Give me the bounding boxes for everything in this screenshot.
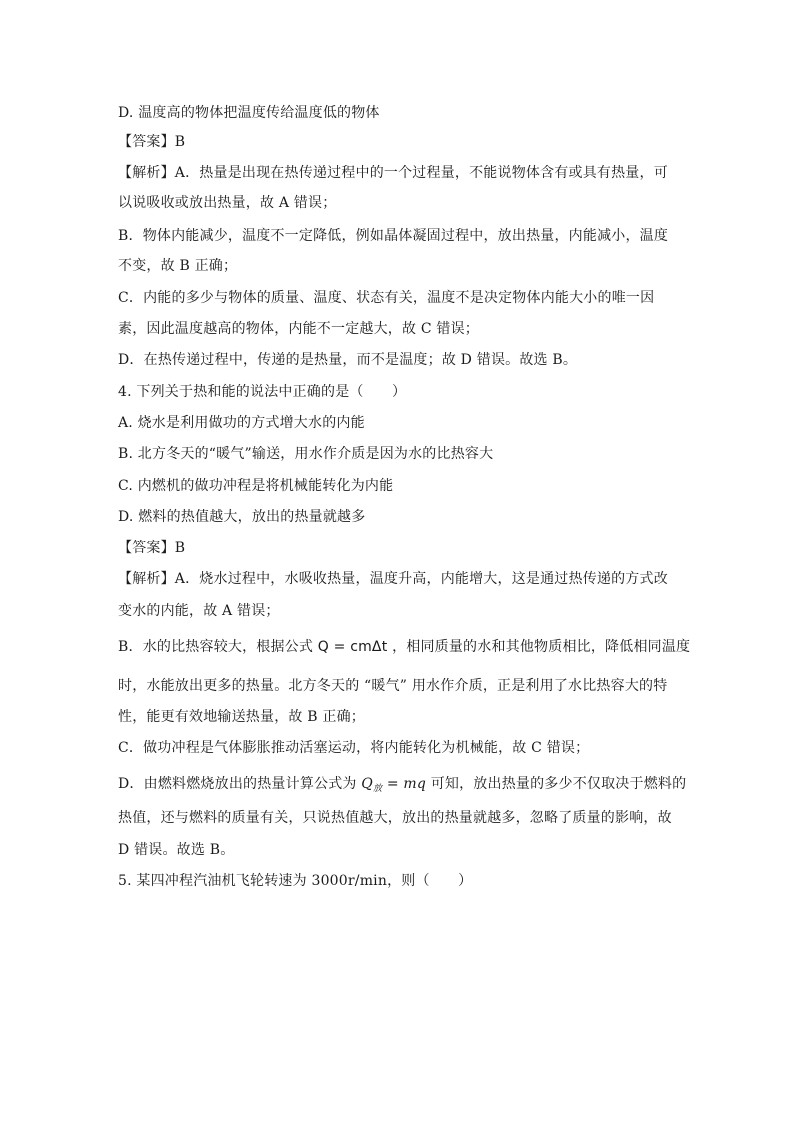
answer-label-q4: 【答案】B [118,540,186,556]
question-5-stem: 5. 某四冲程汽油机飞轮转速为 3000r/min，则（ ） [118,873,473,889]
question-4-stem: 4. 下列关于热和能的说法中正确的是（ ） [118,384,407,400]
analysis-q4-line6: C．做功冲程是气体膨胀推动活塞运动，将内能转化为机械能，故 C 错误； [118,740,590,756]
analysis-q4-line1: 【解析】A．烧水过程中，水吸收热量，温度升高，内能增大，这是通过热传递的方式改 [118,571,668,587]
analysis-q3-line6: 素，因此温度越高的物体，内能不一定越大，故 C 错误； [118,321,480,337]
formula-q-symbol: Q [361,776,373,792]
analysis-q4-line5: 性，能更有效地输送热量，故 B 正确； [118,709,365,725]
option-c-q4: C. 内燃机的做功冲程是将机械能转化为内能 [118,478,394,494]
analysis-q4-line4: 时，水能放出更多的热量。北方冬天的 “暖气” 用水作介质，正是利用了水比热容大的特 [118,678,668,694]
analysis-q3-line7: D．在热传递过程中，传递的是热量，而不是温度；故 D 错误。故选 B。 [118,352,578,368]
option-a-q4: A. 烧水是利用做功的方式增大水的内能 [118,415,365,431]
analysis-q4-line9: D 错误。故选 B。 [118,842,235,858]
analysis-q4-line7 [118,774,687,799]
option-d-q4: D. 燃料的热值越大，放出的热量就越多 [118,509,366,525]
analysis-q4-line3-start: B．水的比热容较大，根据公式 [118,639,314,655]
analysis-q4-line3-end: ，相同质量的水和其他物质相比，降低相同温度 [392,639,691,655]
analysis-q3-line3: B．物体内能减少，温度不一定降低，例如晶体凝固过程中，放出热量，内能减小，温度 [118,228,669,244]
formula-mq: = mq [382,776,427,792]
analysis-q4-line7-end: 可知，放出热量的多少不仅取决于燃料的 [430,776,687,792]
answer-label-q3: 【答案】B [118,134,186,150]
analysis-q4-line8: 热值，还与燃料的质量有关，只说热值越大，放出的热量就越多，忽略了质量的影响，故 [118,810,672,826]
option-b-q4: B. 北方冬天的“暖气”输送，用水作介质是因为水的比热容大 [118,446,494,462]
analysis-q4-line2: 变水的内能，故 A 错误； [118,603,280,619]
analysis-q3-line1: 【解析】A．热量是出现在热传递过程中的一个过程量，不能说物体含有或具有热量，可 [118,165,668,181]
option-d-q3: D. 温度高的物体把温度传给温度低的物体 [118,105,380,121]
analysis-q3-line5: C．内能的多少与物体的质量、温度、状态有关，温度不是决定物体内能大小的唯一因 [118,290,655,306]
analysis-q3-line2: 以说吸收或放出热量，故 A 错误； [118,195,337,211]
analysis-q4-line3 [118,637,691,657]
analysis-q3-line4: 不变，故 B 正确； [118,258,238,274]
analysis-q4-line7-start: D．由燃料燃烧放出的热量计算公式为 [118,776,357,792]
formula-q-subscript: 放 [372,784,383,794]
formula-q-cm-delta-t: Q = cmΔt [317,639,388,655]
formula-q-mq [361,776,426,792]
